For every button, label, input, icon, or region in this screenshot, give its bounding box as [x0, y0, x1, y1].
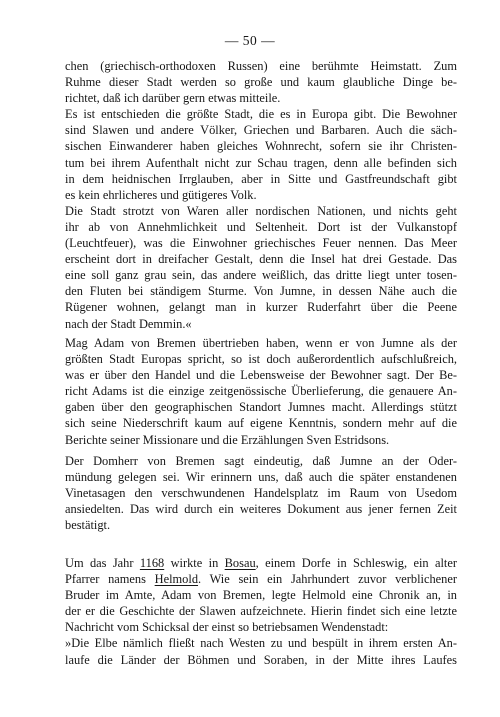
text-line: in dem heidnischen Irrglauben, aber in Sitte und Gastfreundschaft gibt — [65, 171, 457, 186]
text-line: gaben über den geographischen Standort Jumnes macht. Allerdings stützt — [65, 400, 457, 415]
text-line: Bruder im Amte, Adam von Bremen, legte Helmold eine Chronik an, in — [65, 588, 457, 603]
text-line: richt Adams ist die einzige zeitgenössische Überlieferung, die genauere An- — [65, 384, 457, 399]
page-number: — 50 — — [224, 33, 276, 48]
text-line: bestätigt. — [65, 518, 111, 533]
text-line: chen (griechisch-orthodoxen Russen) eine berühmte Heimstatt. Zum — [65, 59, 457, 73]
text-line: Der Domherr von Bremen sagt eindeutig, daß Jumne an der Oder- — [65, 454, 457, 468]
text-line: nach der Stadt Demmin.« — [65, 316, 192, 331]
text-line: ansiedelten. Das wird durch ein weiteres Dokument aus jener fernen Zeit — [65, 502, 457, 517]
text-line-with-underlines: Pfarrer namens Helmold. Wie sein ein Jahrhundert zuvor verblichener — [65, 572, 457, 587]
text-line: es kein ehrlicheres und gütigeres Volk. — [65, 187, 257, 202]
text-line: den Fluten bei ständigem Sturme. Von Jumne, in dessen Nähe auch die — [65, 284, 457, 299]
text-line: ihr ab von Annehmlichkeit und Seltenheit. Dort ist der Vulkanstopf — [65, 219, 457, 234]
underlined-word: Bosau — [224, 556, 256, 570]
text-line: Nachricht vom Schicksal der einst so betriebsamen Wendenstadt: — [65, 620, 389, 635]
text-line: sind Slawen und andere Völker, Griechen und Barbaren. Auch die säch- — [65, 123, 457, 138]
text-line: erscheint dort in dreifacher Gestalt, denn die Insel hat drei Gestade. Das — [65, 252, 457, 267]
text-line — [65, 571, 457, 587]
text-line: richtet, daß ich darüber gern etwas mitteile. — [65, 91, 281, 106]
paragraph-helmold — [65, 555, 457, 668]
text-line: Die Stadt strotzt von Waren aller nordischen Nationen, und nichts geht — [65, 203, 457, 218]
text-line: tum bei ihrem Aufenthalt nicht zur Schau tragen, denn alle befinden sich — [65, 155, 457, 170]
text-line: größten Stadt Europas spricht, so ist doch außerordentlich aufschlußreich, — [65, 352, 457, 367]
text-line: mündung gelegen sei. Wir erinnern uns, daß auch die später enstandenen — [65, 470, 457, 485]
text-line: (Leuchtfeuer), was die Einwohner griechisches Feuer nennen. Das Meer — [65, 236, 457, 251]
text-line: der er die Geschichte der Slawen aufzeichnete. Hierin findet sich eine letzte — [65, 604, 457, 619]
paragraph-adam-critique — [65, 335, 457, 448]
text-line: Es ist entschieden die größte Stadt, die es in Europa gibt. Die Bewohner — [65, 107, 457, 122]
text-line: sich seine Niederschrift kaum auf eigene Kenntnis, sondern mehr auf die — [65, 416, 457, 431]
paragraph-jumne-description — [65, 58, 457, 332]
text-line: sischen Einwanderer haben gleiches Wohnrecht, sofern sie ihr Christen- — [65, 139, 457, 154]
text-line: »Die Elbe nämlich fließt nach Westen zu und bespült in ihrem ersten An- — [65, 636, 457, 651]
text-line: Berichte seiner Missionare und die Erzählungen Sven Estridsons. — [65, 432, 390, 447]
text-line: laufe die Länder der Böhmen und Soraben, in der Mitte ihres Laufes — [65, 652, 457, 667]
text-line: eine soll ganz grau sein, das andere weißlich, das dritte liegt unter tosen- — [65, 268, 457, 283]
text-line — [65, 555, 457, 571]
text-line: Vinetasagen den verschwundenen Handelsplatz im Raum von Usedom — [65, 486, 457, 501]
paragraph-oder-mouth — [65, 453, 457, 533]
text-line: was er über den Handel und die Lebensweise der Bewohner sagt. Der Be- — [65, 368, 457, 383]
text-line: Rügener wohnen, gelangt man in kurzer Ruderfahrt über die Peene — [65, 300, 457, 315]
underlined-word: 1168 — [139, 556, 165, 570]
text-line: Ruhme dieser Stadt werden so große und kaum glaubliche Dinge be- — [65, 75, 457, 90]
text-line-with-underlines: Um das Jahr 1168 wirkte in Bosau, einem Dorfe in Schleswig, ein alter — [65, 556, 457, 570]
text-line: Mag Adam von Bremen übertrieben haben, wenn er von Jumne als der — [65, 336, 457, 350]
underlined-word: Helmold — [154, 572, 199, 587]
